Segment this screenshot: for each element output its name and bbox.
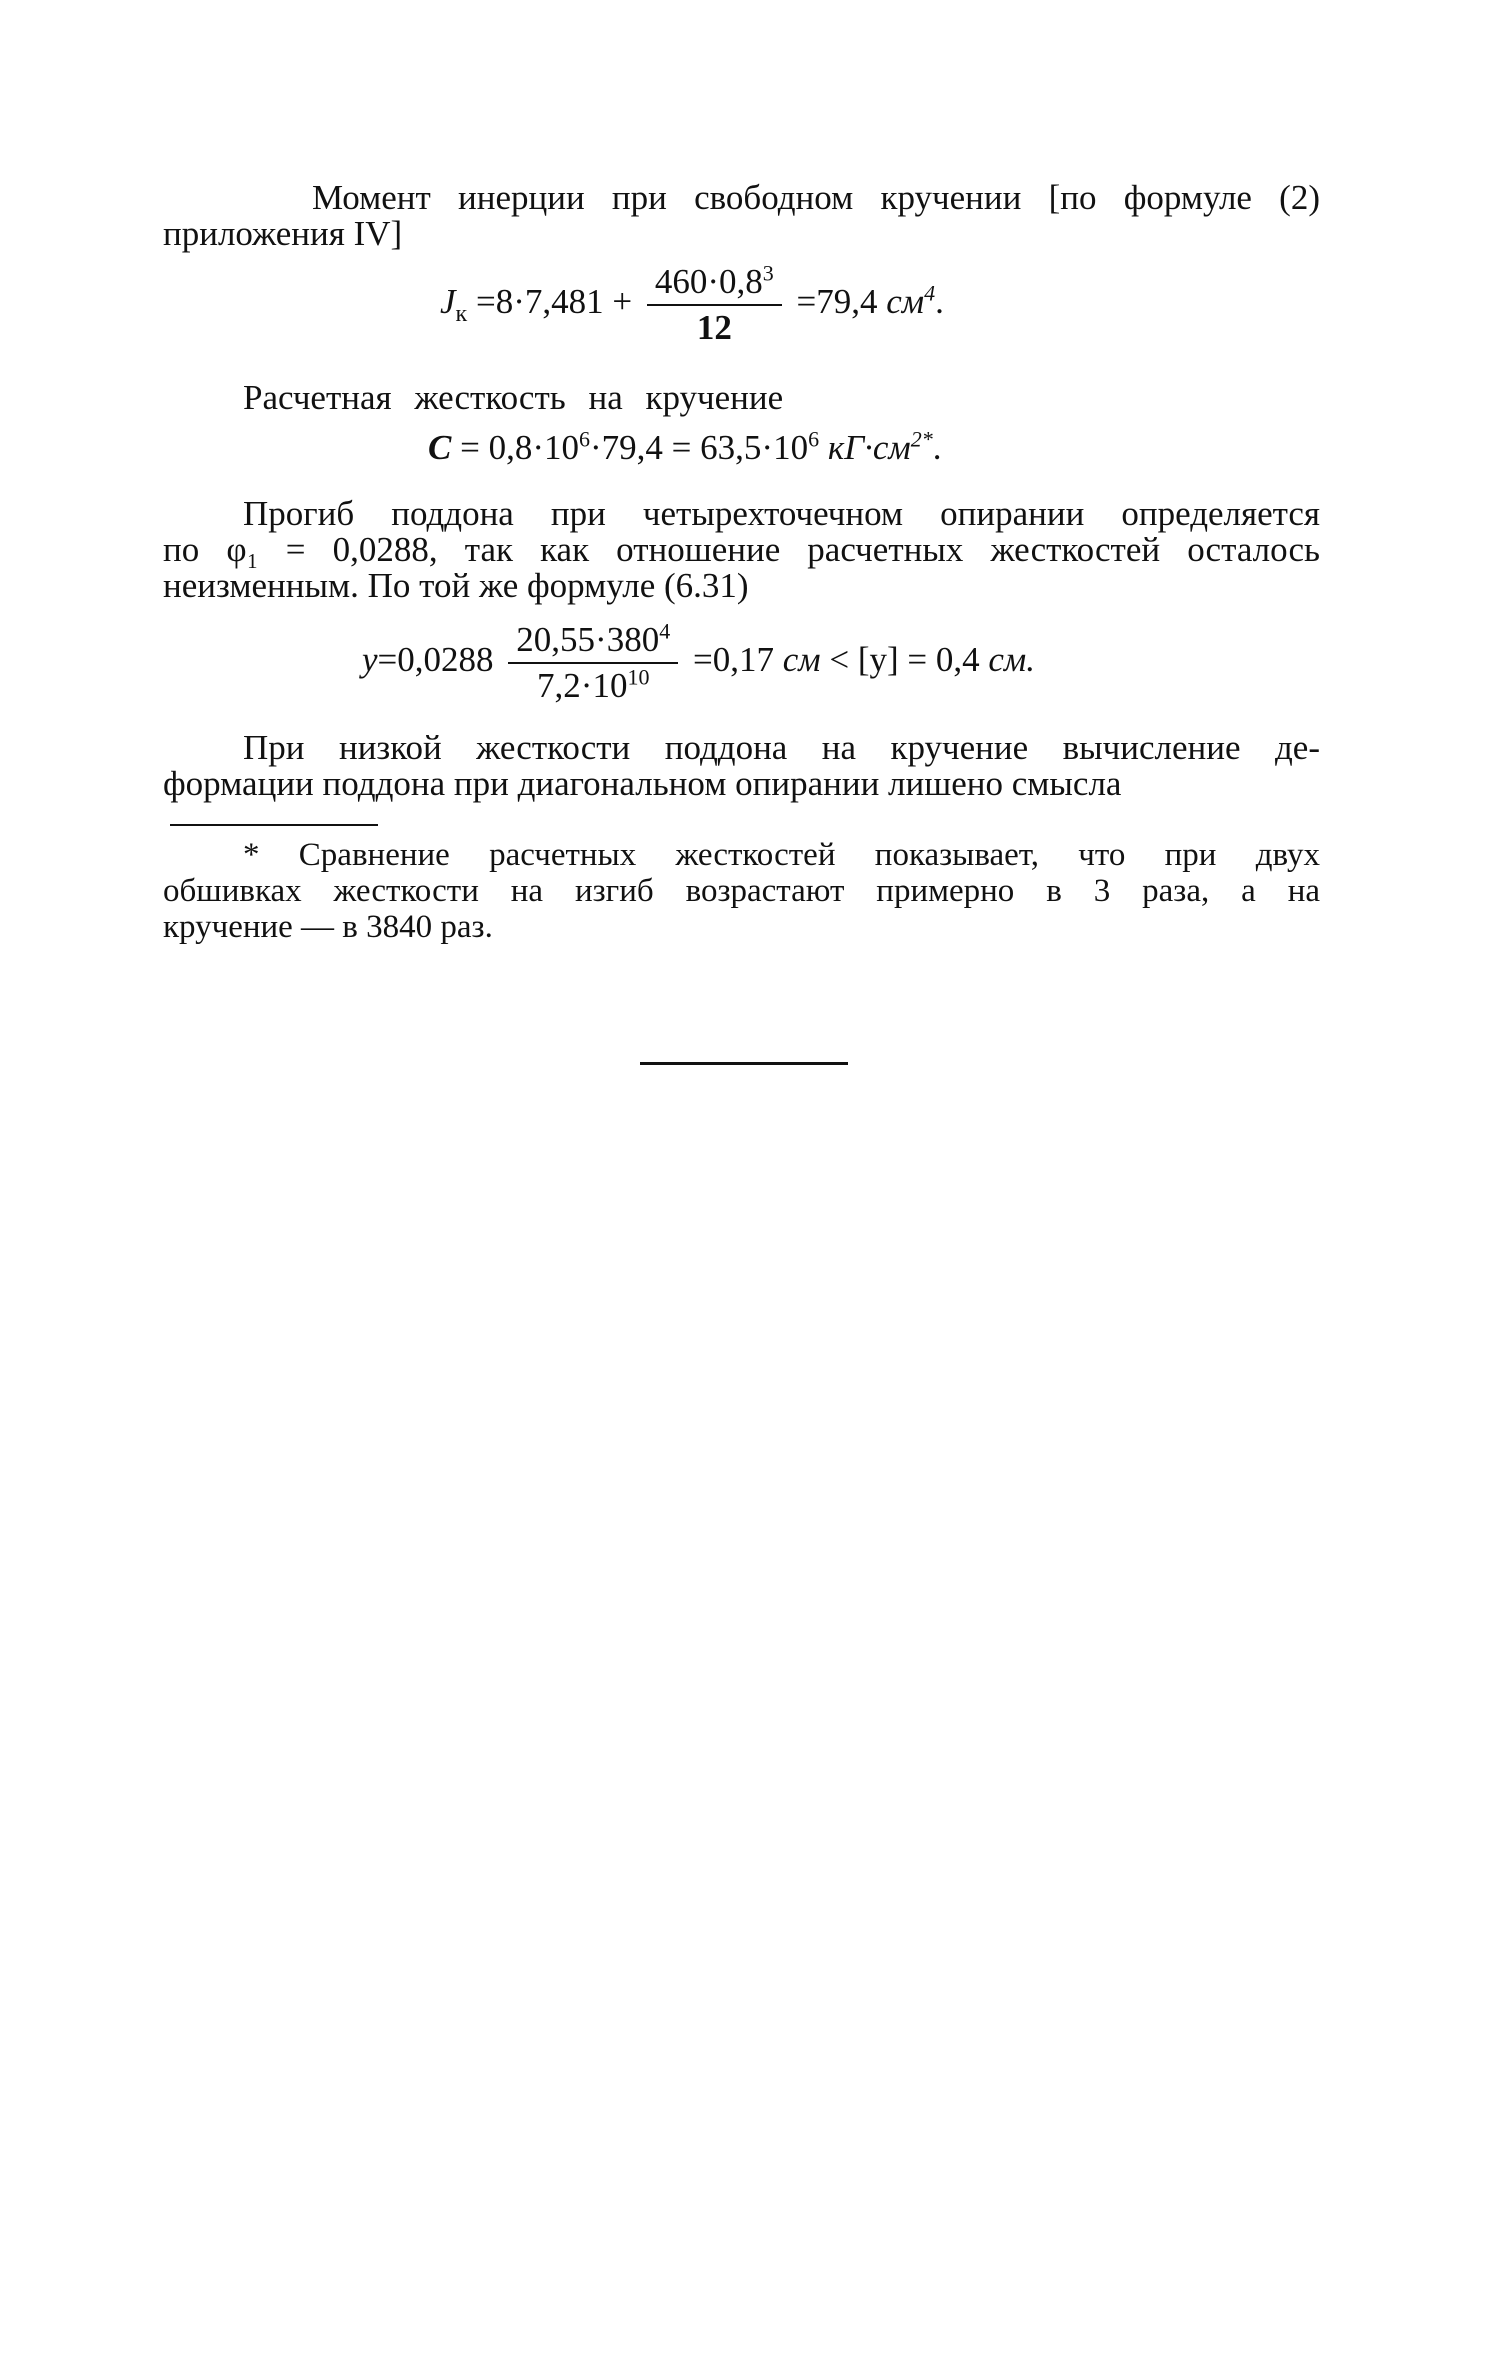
eq-y-lhs: y — [362, 640, 378, 680]
footnote-separator — [170, 824, 378, 826]
paragraph-1-line-1: Момент инерции при свободном кручении [по формуле (2) — [312, 178, 1320, 217]
eq-y-fraction — [508, 620, 678, 706]
paragraph-2: Расчетная жесткость на кручение — [243, 378, 784, 417]
eq-y-unit-a: см — [782, 640, 821, 680]
eq-c-rhs-b: $\cdot 79,4 = 63,5\cdot 10^6$ — [590, 426, 820, 467]
eq-y-post-a: =0,17 — [692, 640, 774, 680]
eq-jk-pre: =8·7,481 + — [475, 282, 633, 322]
paragraph-4-line-2: формации поддона при диагональном опирании лишено смысла — [163, 764, 1122, 803]
equation-y — [362, 620, 1035, 706]
equation-c — [428, 428, 941, 468]
eq-y-denominator: $7,2\cdot 10^{10}$ — [537, 664, 650, 705]
eq-y-numerator: $20,55\cdot 380^4$ — [508, 620, 678, 664]
eq-c-end: . — [932, 428, 942, 467]
eq-c-lhs: C — [428, 428, 452, 467]
paragraph-3-line-1: Прогиб поддона при четырехточечном опирании определяется — [243, 494, 1320, 533]
eq-jk-end: . — [935, 282, 944, 322]
eq-jk-denominator: 12 — [696, 308, 732, 347]
eq-jk-unit: $см^4$ — [886, 280, 936, 322]
eq-jk-numerator: $460\cdot 0,8^3$ — [647, 262, 782, 306]
eq-y-pre: =0,0288 — [377, 640, 494, 680]
footnote-line-2: обшивках жесткости на изгиб возрастают примерно в 3 раза, а на — [163, 873, 1320, 909]
eq-jk-lhs-sub: к — [455, 301, 468, 328]
eq-jk-fraction — [647, 262, 782, 348]
eq-y-post-b: < [y] = 0,4 — [829, 640, 980, 680]
paragraph-3-line-3: неизменным. По той же формуле (6.31) — [163, 566, 749, 605]
paragraph-1-line-2: приложения IV] — [163, 214, 403, 253]
footnote-line-3: кручение — в 3840 раз. — [163, 909, 493, 945]
eq-c-rhs-a: = $0,8\cdot 10^6$ — [460, 426, 591, 467]
eq-jk-lhs: J — [440, 282, 456, 322]
paragraph-3-line-2: по φ₁ = 0,0288, так как отношение расчетных жесткостей осталось — [163, 530, 1320, 569]
eq-c-unit: $кГ\cdot см^{2*}$ — [827, 426, 933, 467]
section-end-rule — [640, 1062, 848, 1065]
eq-y-unit-b: см. — [988, 640, 1035, 680]
eq-jk-post: =79,4 — [796, 282, 878, 322]
paragraph-4-line-1: При низкой жесткости поддона на кручение вычисление де- — [243, 728, 1320, 767]
footnote-line-1: * Сравнение расчетных жесткостей показывает, что при двух — [243, 837, 1320, 873]
equation-jk — [440, 262, 944, 348]
